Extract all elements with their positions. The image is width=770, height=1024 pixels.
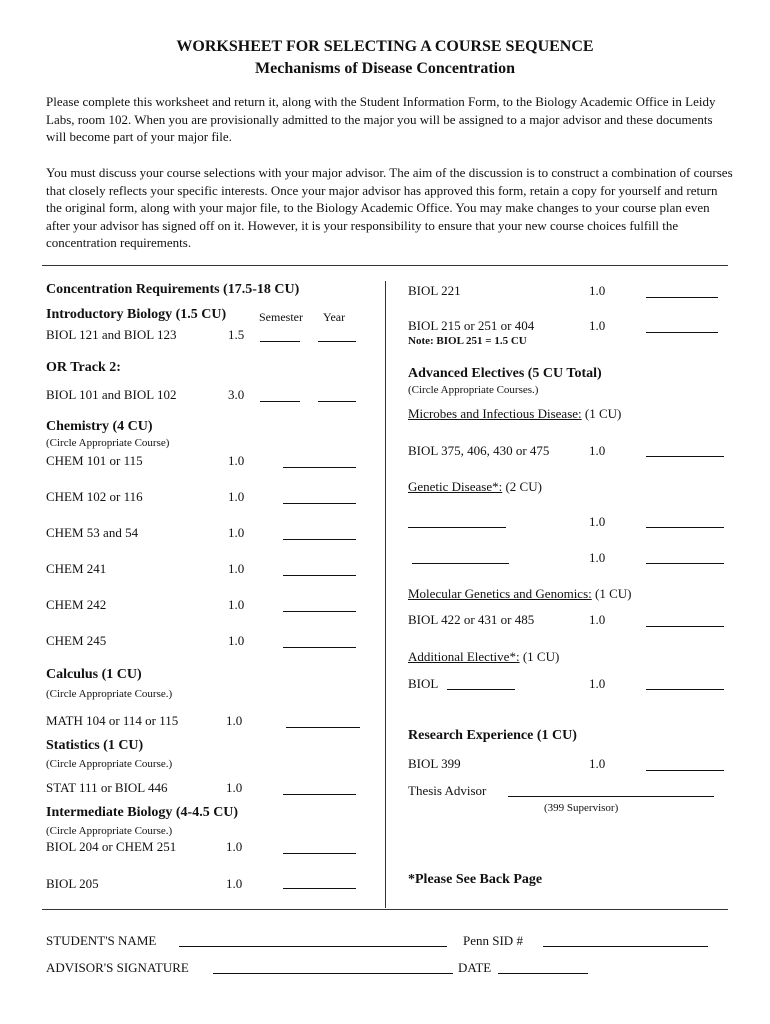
genetic-cu-2: 1.0 [589,550,606,565]
genetic-cu-label: (2 CU) [502,479,542,494]
chem-blank-4[interactable] [283,575,356,576]
calculus-note: (Circle Appropriate Course.) [46,688,173,700]
date-blank[interactable] [498,973,588,974]
thesis-advisor-blank[interactable] [508,796,714,797]
biol121-semester-blank[interactable] [260,341,300,342]
stat-blank[interactable] [283,794,356,795]
chem-cu-6: 1.0 [228,633,245,648]
chem-course-2: CHEM 102 or 116 [46,489,143,504]
advisor-signature-blank[interactable] [213,973,453,974]
chem-cu-5: 1.0 [228,597,245,612]
biol101-year-blank[interactable] [318,401,356,402]
chemistry-heading: Chemistry (4 CU) [46,419,153,434]
molecular-label: Molecular Genetics and Genomics: [408,586,592,601]
additional-heading [408,649,559,665]
genetic-cu-1: 1.0 [589,514,606,529]
genetic-label: Genetic Disease*: [408,479,503,494]
chem-blank-2[interactable] [283,503,356,504]
additional-cu: 1.0 [589,676,606,691]
chem-course-5: CHEM 242 [46,597,107,612]
microbes-cu-label: (1 CU) [581,406,622,421]
genetic-blank-1[interactable] [646,527,724,528]
intermediate-note: (Circle Appropriate Course.) [46,825,173,837]
biol204-course: BIOL 204 or CHEM 251 [46,839,177,854]
penn-sid-label: Penn SID # [463,933,523,948]
column-divider [385,281,386,908]
genetic-heading [408,479,542,495]
additional-label: Additional Elective*: [408,649,520,664]
microbes-heading [408,406,621,422]
genetic-course-blank-1[interactable] [408,527,506,528]
chemistry-note: (Circle Appropriate Course) [46,437,170,449]
biol221-cu: 1.0 [589,283,606,298]
penn-sid-blank[interactable] [543,946,708,947]
biol101-course: BIOL 101 and BIOL 102 [46,387,177,402]
page-subtitle: Mechanisms of Disease Concentration [255,60,515,77]
stat-course: STAT 111 or BIOL 446 [46,780,168,795]
calculus-heading: Calculus (1 CU) [46,667,142,682]
chem-cu-1: 1.0 [228,453,245,468]
chem-blank-6[interactable] [283,647,356,648]
top-divider [42,265,728,266]
biol205-course: BIOL 205 [46,876,99,891]
additional-cu-label: (1 CU) [519,649,560,664]
biol215-course: BIOL 215 or 251 or 404 [408,318,535,333]
or-track-heading: OR Track 2: [46,360,121,375]
supervisor-note: (399 Supervisor) [544,802,619,814]
math-course: MATH 104 or 114 or 115 [46,713,179,728]
microbes-cu: 1.0 [589,443,606,458]
biol101-semester-blank[interactable] [260,401,300,402]
biol101-cu: 3.0 [228,387,245,402]
semester-label: Semester [259,310,303,324]
biol121-course: BIOL 121 and BIOL 123 [46,327,177,342]
page-title: WORKSHEET FOR SELECTING A COURSE SEQUENCE [176,38,594,55]
back-page-note: *Please See Back Page [408,872,543,887]
student-name-blank[interactable] [179,946,447,947]
statistics-note: (Circle Appropriate Course.) [46,758,173,770]
molecular-cu-label: (1 CU) [591,586,632,601]
advisor-signature-label: ADVISOR'S SIGNATURE [46,960,189,975]
year-label: Year [323,310,346,324]
chem-cu-3: 1.0 [228,525,245,540]
biol399-course: BIOL 399 [408,756,461,771]
biol205-cu: 1.0 [226,876,243,891]
biol121-year-blank[interactable] [318,341,356,342]
intro-paragraph-1: Please complete this worksheet and return it, along with the Student Information Form, to the Biology Academic Office in Leidy Labs, room 102. When you are provisionally admitted to the major you will be assigned to a major advisor and these documents will become part of your major file. [46,94,716,144]
biol221-course: BIOL 221 [408,283,461,298]
student-name-label: STUDENT'S NAME [46,933,157,948]
biol121-cu: 1.5 [228,327,245,342]
molecular-heading [408,586,631,602]
biol251-note: Note: BIOL 251 = 1.5 CU [408,335,527,347]
microbes-label: Microbes and Infectious Disease: [408,406,582,421]
molecular-cu: 1.0 [589,612,606,627]
date-label: DATE [458,960,492,975]
advanced-heading: Advanced Electives (5 CU Total) [408,366,602,381]
biol399-cu: 1.0 [589,756,606,771]
research-heading: Research Experience (1 CU) [408,728,577,743]
thesis-advisor-label: Thesis Advisor [408,783,487,798]
chem-course-4: CHEM 241 [46,561,107,576]
math-blank[interactable] [286,727,360,728]
biol204-blank[interactable] [283,853,356,854]
chem-blank-5[interactable] [283,611,356,612]
molecular-blank[interactable] [646,626,724,627]
statistics-heading: Statistics (1 CU) [46,738,144,753]
concentration-heading: Concentration Requirements (17.5-18 CU) [46,282,300,297]
biol215-blank[interactable] [646,332,718,333]
genetic-course-blank-2[interactable] [412,563,509,564]
chem-blank-1[interactable] [283,467,356,468]
intro-paragraph-2: You must discuss your course selections with your major advisor. The aim of the discussion is to construct a combination of courses that closely reflects your specific interests. Once your major advisor has approved this form, retain a copy for yourself and return the original form, along with your major file, to the Biology Academic Office. You may make changes to your course plan even after your advisor has signed off on it. However, it is your responsibility to ensure that your new course choices fulfill the concentration requirements. [46,165,733,250]
biol215-cu: 1.0 [589,318,606,333]
chem-course-6: CHEM 245 [46,633,107,648]
chem-course-1: CHEM 101 or 115 [46,453,143,468]
intro-bio-heading: Introductory Biology (1.5 CU) [46,307,227,322]
microbes-blank[interactable] [646,456,724,457]
biol221-blank[interactable] [646,297,718,298]
biol204-cu: 1.0 [226,839,243,854]
chem-course-3: CHEM 53 and 54 [46,525,139,540]
bottom-divider [42,909,728,910]
stat-cu: 1.0 [226,780,243,795]
chem-blank-3[interactable] [283,539,356,540]
chem-cu-2: 1.0 [228,489,245,504]
advanced-note: (Circle Appropriate Courses.) [408,384,539,396]
microbes-course: BIOL 375, 406, 430 or 475 [408,443,550,458]
biol399-blank[interactable] [646,770,724,771]
molecular-course: BIOL 422 or 431 or 485 [408,612,535,627]
biol205-blank[interactable] [283,888,356,889]
chem-cu-4: 1.0 [228,561,245,576]
genetic-blank-2[interactable] [646,563,724,564]
math-cu: 1.0 [226,713,243,728]
additional-course: BIOL [408,676,439,691]
additional-course-blank[interactable] [447,689,515,690]
additional-blank[interactable] [646,689,724,690]
intermediate-heading: Intermediate Biology (4-4.5 CU) [46,805,239,820]
